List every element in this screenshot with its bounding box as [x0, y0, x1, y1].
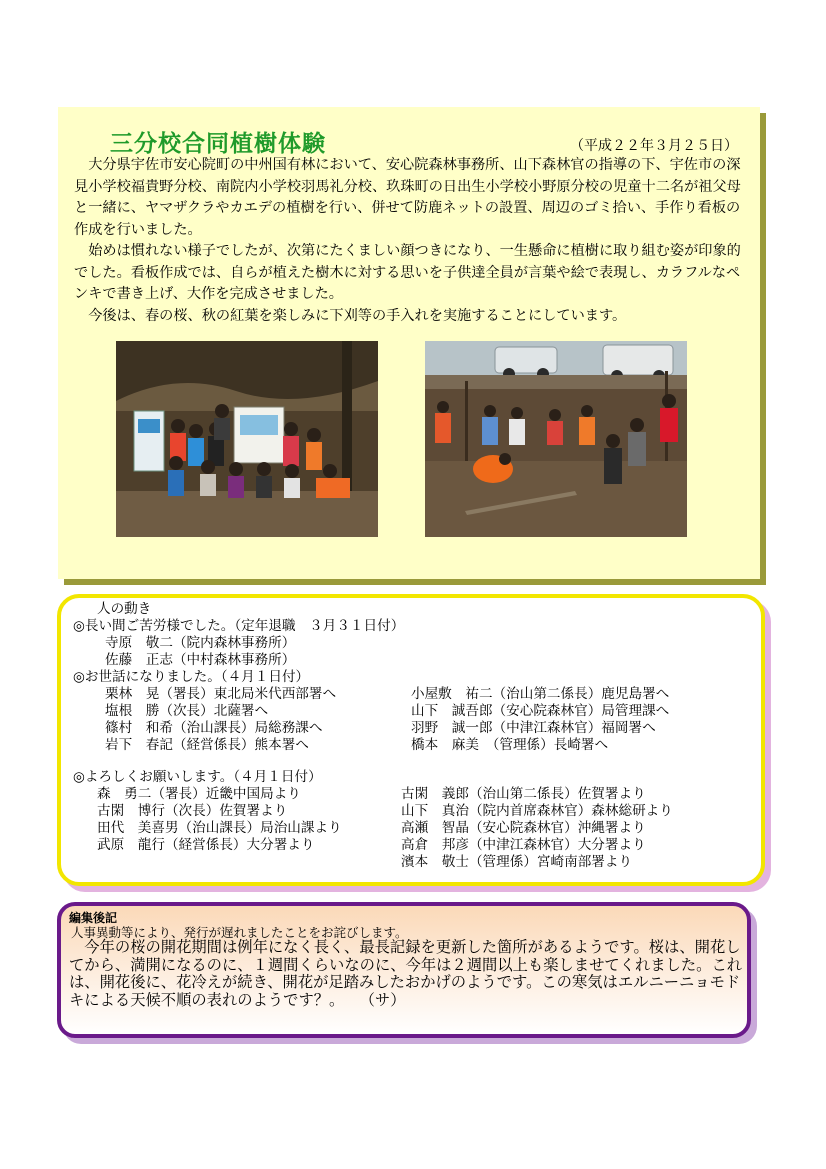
retire-title: ◎長い間ご苦労様でした。（定年退職 ３月３１日付） [73, 618, 405, 634]
transfer-out-entry: 栗林 晃（署長）東北局米代西部署へ [105, 686, 337, 702]
transfer-out-title: ◎お世話になりました。（４月１日付） [73, 669, 310, 685]
transfer-in-entry: 高倉 邦彦（中津江森林官）大分署より [401, 837, 646, 853]
transfer-out-entry: 岩下 春記（経営係長）熊本署へ [105, 737, 309, 753]
article-title: 三分校合同植樹体験 [110, 131, 326, 157]
transfer-in-entry: 濱本 敬士（管理係）宮崎南部署より [401, 854, 633, 870]
article-body [74, 155, 750, 327]
transfer-out-entry: 橋本 麻美 （管理係）長崎署へ [411, 737, 609, 753]
retire-entry: 寺原 敬二（院内森林事務所） [105, 635, 296, 651]
article-date: （平成２２年３月２５日） [570, 138, 738, 154]
transfer-out-entry: 山下 誠吾郎（安心院森林官）局管理課へ [411, 703, 670, 719]
transfer-in-entry: 古閑 博行（次長）佐賀署より [97, 803, 288, 819]
transfer-in-entry: 田代 美喜男（治山課長）局治山課より [97, 820, 342, 836]
personnel-box [57, 594, 765, 886]
editor-note-box [57, 902, 751, 1038]
transfer-out-entry: 小屋敷 祐二（治山第二係長）鹿児島署へ [411, 686, 670, 702]
transfer-out-entry: 篠村 和希（治山課長）局総務課へ [105, 720, 323, 736]
transfer-out-entry: 塩根 勝（次長）北薩署へ [105, 703, 269, 719]
article-paragraph: 今後は、春の桜、秋の紅葉を楽しみに下刈等の手入れを実施することにしています。 [88, 307, 627, 324]
transfer-in-title: ◎よろしくお願いします。（４月１日付） [73, 769, 322, 785]
article-box [58, 107, 760, 579]
transfer-in-entry: 森 勇二（署長）近畿中国局より [97, 786, 301, 802]
retire-entry: 佐藤 正志（中村森林事務所） [105, 652, 296, 668]
planting-photo [425, 341, 687, 537]
article-paragraph: 始めは慣れない様子でしたが、次第にたくましい顔つきになり、一生懸命に植樹に取り組む姿が印象的でした。看板作成では、自らが植えた樹木に対する思いを子供達全員が言葉や絵で表現し、カラフルなペンキで書き上げ、大作を完成させました。 [74, 243, 741, 302]
article-paragraph: 大分県宇佐市安心院町の中州国有林において、安心院森林事務所、山下森林官の指導の下、宇佐市の深見小学校福貴野分校、南院内小学校羽馬礼分校、玖珠町の日出生小学校小野原分校の児童十二名が祖父母と一緒に、ヤマザクラやカエデの植樹を行い、併せて防鹿ネットの設置、周辺のゴミ拾い、手作り看板の作成を行いました。 [74, 157, 741, 238]
transfer-in-entry: 高瀬 智晶（安心院森林官）沖縄署より [401, 820, 646, 836]
transfer-in-entry: 山下 真治（院内首席森林官）森林総研より [401, 803, 673, 819]
editor-body: 今年の桜の開花期間は例年になく長く、最長記録を更新した箇所があるようです。桜は、開花してから、満開になるのに、１週間くらいなのに、今年は２週間以上も楽しませてくれました。これは、開花後に、花冷えが続き、開花が足踏みしたおかげのようです。この寒気はエルニーニョモドキによる天候不順の表れのようです？。 （サ） [69, 938, 743, 1009]
transfer-in-entry: 武原 龍行（経営係長）大分署より [97, 837, 315, 853]
group-photo [116, 341, 378, 537]
editor-apology-line: 人事異動等により、発行が遅れましたことをお詫びします。 [71, 925, 408, 940]
editor-heading: 編集後記 [69, 911, 118, 925]
personnel-heading: 人の動き [97, 601, 152, 617]
transfer-out-entry: 羽野 誠一郎（中津江森林官）福岡署へ [411, 720, 656, 736]
transfer-in-entry: 古閑 義郎（治山第二係長）佐賀署より [401, 786, 646, 802]
